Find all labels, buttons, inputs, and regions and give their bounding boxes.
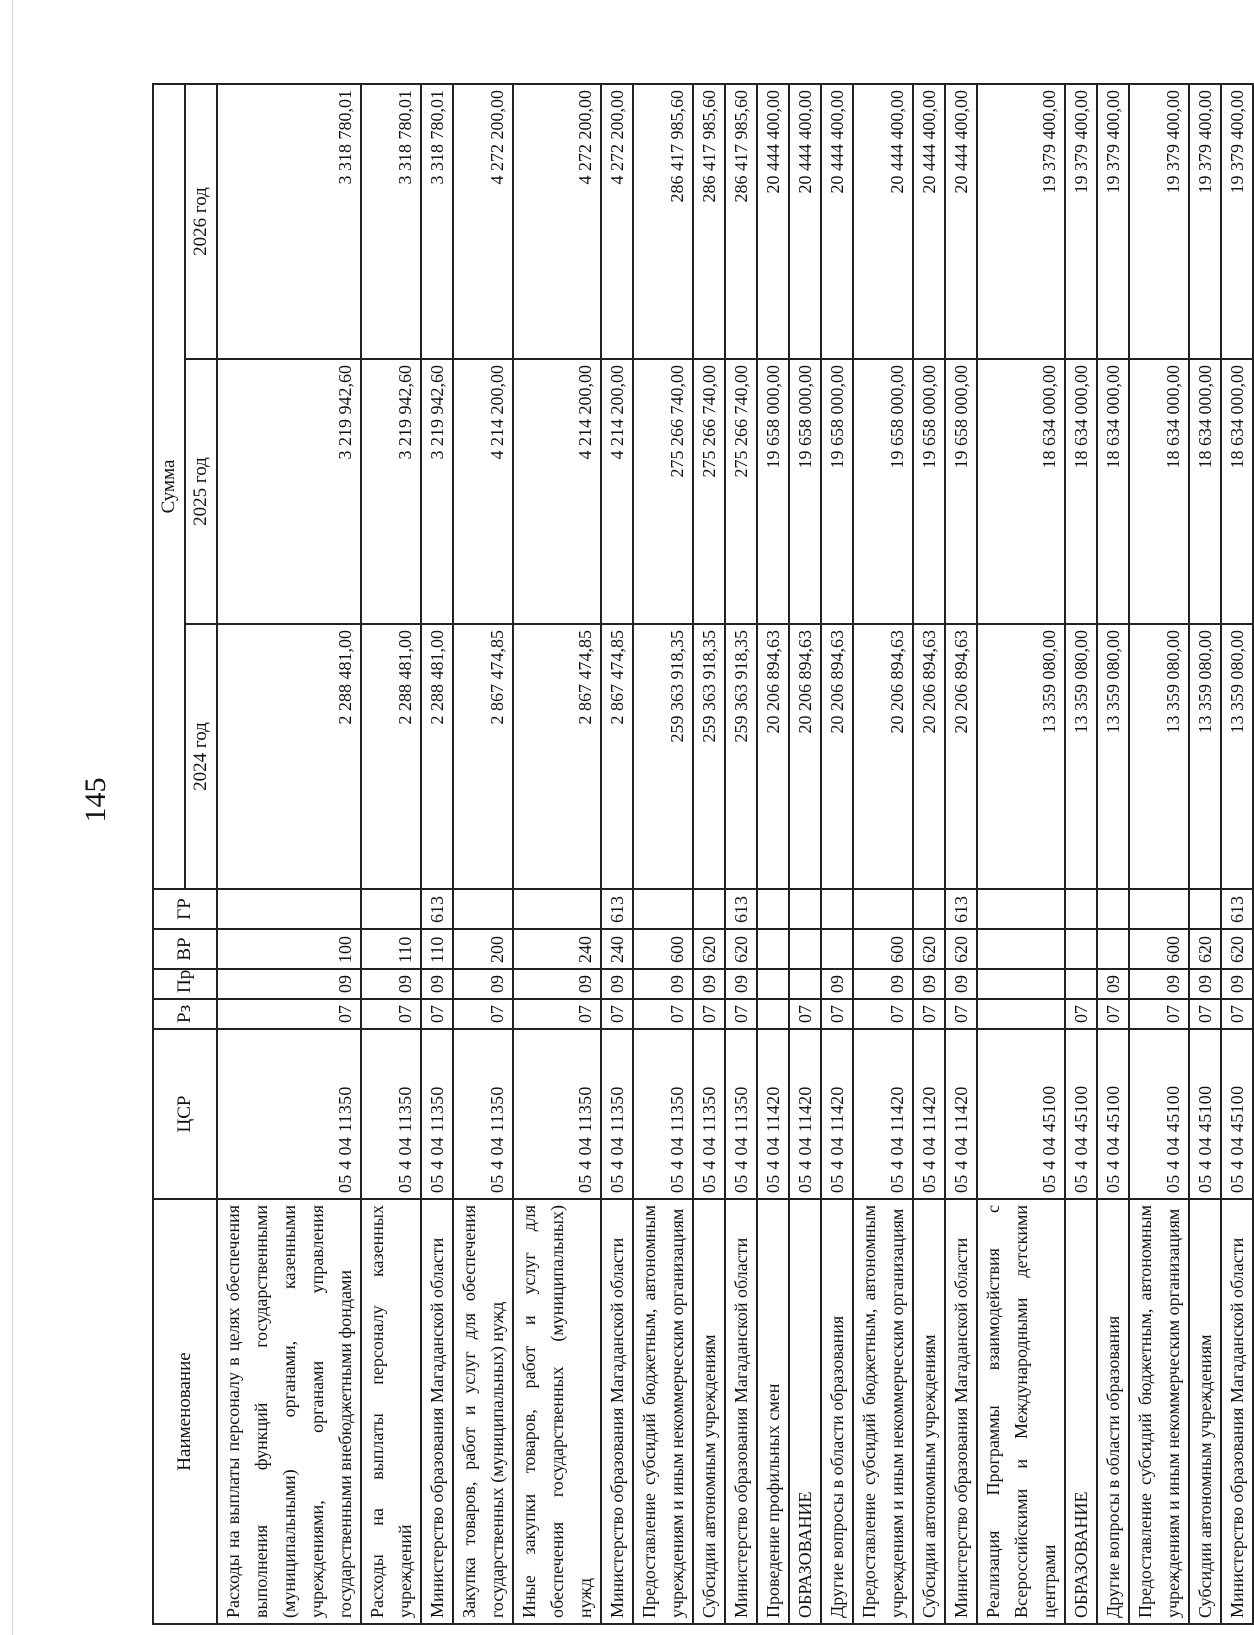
row-vr: 200 xyxy=(453,929,513,969)
row-sum-2025: 4 214 200,00 xyxy=(513,359,601,624)
header-gr: ГР xyxy=(153,889,217,929)
row-sum-2024: 20 206 894,63 xyxy=(789,624,821,889)
table-row xyxy=(421,84,453,1624)
row-pr: 09 xyxy=(1129,969,1189,999)
row-vr: 240 xyxy=(513,929,601,969)
row-sum-2025: 275 266 740,00 xyxy=(633,359,693,624)
row-vr: 620 xyxy=(1221,929,1253,969)
row-vr: 110 xyxy=(421,929,453,969)
table-row xyxy=(789,84,821,1624)
table-row xyxy=(821,84,853,1624)
table-row xyxy=(217,84,361,1624)
row-vr xyxy=(821,929,853,969)
row-sum-2026: 3 318 780,01 xyxy=(421,84,453,359)
row-pr: 09 xyxy=(217,969,361,999)
row-sum-2025: 19 658 000,00 xyxy=(757,359,789,624)
table-row xyxy=(757,84,789,1624)
row-gr xyxy=(757,889,789,929)
row-rz: 07 xyxy=(821,999,853,1029)
table-row xyxy=(1129,84,1189,1624)
row-sum-2024: 13 359 080,00 xyxy=(1221,624,1253,889)
row-sum-2024: 13 359 080,00 xyxy=(1065,624,1097,889)
row-csr: 05 4 04 11350 xyxy=(633,1029,693,1199)
row-csr: 05 4 04 11350 xyxy=(453,1029,513,1199)
table-row xyxy=(693,84,725,1624)
row-sum-2025: 4 214 200,00 xyxy=(601,359,633,624)
row-name: Министерство образования Магаданской области xyxy=(601,1199,633,1624)
row-rz: 07 xyxy=(421,999,453,1029)
row-name: ОБРАЗОВАНИЕ xyxy=(1065,1199,1097,1624)
row-sum-2024: 2 288 481,00 xyxy=(421,624,453,889)
row-sum-2026: 19 379 400,00 xyxy=(1189,84,1221,359)
row-gr xyxy=(633,889,693,929)
row-gr xyxy=(693,889,725,929)
row-csr: 05 4 04 11420 xyxy=(821,1029,853,1199)
row-pr: 09 xyxy=(821,969,853,999)
row-sum-2024: 13 359 080,00 xyxy=(1189,624,1221,889)
row-rz: 07 xyxy=(693,999,725,1029)
row-pr: 09 xyxy=(421,969,453,999)
row-vr: 620 xyxy=(913,929,945,969)
budget-table xyxy=(152,83,1254,1625)
row-sum-2024: 13 359 080,00 xyxy=(1129,624,1189,889)
row-sum-2025: 18 634 000,00 xyxy=(1065,359,1097,624)
row-pr: 09 xyxy=(853,969,913,999)
row-csr: 05 4 04 45100 xyxy=(1129,1029,1189,1199)
table-row xyxy=(453,84,513,1624)
row-sum-2026: 3 318 780,01 xyxy=(217,84,361,359)
header-name: Наименование xyxy=(153,1199,217,1624)
row-vr xyxy=(1065,929,1097,969)
row-csr: 05 4 04 11350 xyxy=(725,1029,757,1199)
row-name: Субсидии автономным учреждениям xyxy=(693,1199,725,1624)
row-sum-2026: 19 379 400,00 xyxy=(1129,84,1189,359)
row-pr: 09 xyxy=(601,969,633,999)
row-sum-2024: 20 206 894,63 xyxy=(945,624,977,889)
row-sum-2025: 275 266 740,00 xyxy=(693,359,725,624)
row-sum-2024: 2 288 481,00 xyxy=(361,624,421,889)
table-body xyxy=(217,84,1253,1624)
row-gr: 613 xyxy=(421,889,453,929)
row-sum-2024: 2 867 474,85 xyxy=(453,624,513,889)
row-name: Другие вопросы в области образования xyxy=(1097,1199,1129,1624)
row-gr: 613 xyxy=(601,889,633,929)
table-row xyxy=(913,84,945,1624)
row-pr xyxy=(789,969,821,999)
row-csr: 05 4 04 11350 xyxy=(421,1029,453,1199)
row-name: Министерство образования Магаданской области xyxy=(945,1199,977,1624)
row-name: Предоставление субсидий бюджетным, автономным учреждениям и иным некоммерческим организациям xyxy=(853,1199,913,1624)
row-vr: 110 xyxy=(361,929,421,969)
row-gr xyxy=(853,889,913,929)
header-pr: Пр xyxy=(153,969,217,999)
row-rz: 07 xyxy=(853,999,913,1029)
row-pr: 09 xyxy=(913,969,945,999)
table-row xyxy=(1065,84,1097,1624)
header-csr: ЦСР xyxy=(153,1029,217,1199)
row-sum-2025: 3 219 942,60 xyxy=(217,359,361,624)
row-sum-2025: 19 658 000,00 xyxy=(945,359,977,624)
row-rz: 07 xyxy=(633,999,693,1029)
table-row xyxy=(633,84,693,1624)
row-sum-2025: 4 214 200,00 xyxy=(453,359,513,624)
row-vr: 620 xyxy=(945,929,977,969)
row-csr: 05 4 04 11350 xyxy=(513,1029,601,1199)
row-pr: 09 xyxy=(725,969,757,999)
row-sum-2024: 259 363 918,35 xyxy=(725,624,757,889)
row-name: Другие вопросы в области образования xyxy=(821,1199,853,1624)
row-rz: 07 xyxy=(913,999,945,1029)
row-sum-2024: 2 288 481,00 xyxy=(217,624,361,889)
row-sum-2025: 19 658 000,00 xyxy=(853,359,913,624)
header-2024: 2024 год xyxy=(185,624,217,889)
row-sum-2026: 286 417 985,60 xyxy=(725,84,757,359)
row-gr xyxy=(453,889,513,929)
header-vr: ВР xyxy=(153,929,217,969)
row-name: Предоставление субсидий бюджетным, автономным учреждениям и иным некоммерческим организациям xyxy=(1129,1199,1189,1624)
row-sum-2024: 13 359 080,00 xyxy=(977,624,1065,889)
row-name: ОБРАЗОВАНИЕ xyxy=(789,1199,821,1624)
row-sum-2026: 19 379 400,00 xyxy=(1097,84,1129,359)
row-vr: 600 xyxy=(1129,929,1189,969)
row-pr xyxy=(757,969,789,999)
row-sum-2026: 286 417 985,60 xyxy=(633,84,693,359)
row-pr: 09 xyxy=(361,969,421,999)
row-vr: 600 xyxy=(633,929,693,969)
header-rz: Рз xyxy=(153,999,217,1029)
table-row xyxy=(513,84,601,1624)
scan-edge-line xyxy=(12,0,13,1635)
header-row-1 xyxy=(153,84,185,1624)
row-sum-2025: 18 634 000,00 xyxy=(1221,359,1253,624)
row-pr: 09 xyxy=(1097,969,1129,999)
row-csr: 05 4 04 11350 xyxy=(601,1029,633,1199)
row-sum-2025: 3 219 942,60 xyxy=(421,359,453,624)
row-sum-2026: 20 444 400,00 xyxy=(853,84,913,359)
header-sum: Сумма xyxy=(153,84,185,889)
row-sum-2025: 19 658 000,00 xyxy=(821,359,853,624)
row-sum-2024: 2 867 474,85 xyxy=(601,624,633,889)
row-sum-2024: 13 359 080,00 xyxy=(1097,624,1129,889)
row-sum-2026: 3 318 780,01 xyxy=(361,84,421,359)
table-row xyxy=(1097,84,1129,1624)
row-rz: 07 xyxy=(513,999,601,1029)
row-name: Предоставление субсидий бюджетным, автономным учреждениям и иным некоммерческим организациям xyxy=(633,1199,693,1624)
row-vr: 100 xyxy=(217,929,361,969)
row-sum-2024: 259 363 918,35 xyxy=(633,624,693,889)
row-rz: 07 xyxy=(945,999,977,1029)
table-row xyxy=(361,84,421,1624)
row-vr: 620 xyxy=(1189,929,1221,969)
row-csr: 05 4 04 11420 xyxy=(913,1029,945,1199)
row-sum-2024: 20 206 894,63 xyxy=(821,624,853,889)
row-vr: 600 xyxy=(853,929,913,969)
row-gr: 613 xyxy=(945,889,977,929)
row-pr: 09 xyxy=(1221,969,1253,999)
row-name: Расходы на выплаты персоналу в целях обеспечения выполнения функций государственными (муниципальными) органами, казенными учреждениями, органами управления государственными внебюджетными фондами xyxy=(217,1199,361,1624)
row-csr: 05 4 04 11350 xyxy=(693,1029,725,1199)
row-sum-2026: 286 417 985,60 xyxy=(693,84,725,359)
row-rz: 07 xyxy=(789,999,821,1029)
row-pr: 09 xyxy=(633,969,693,999)
row-vr: 620 xyxy=(693,929,725,969)
row-rz: 07 xyxy=(725,999,757,1029)
row-rz: 07 xyxy=(1097,999,1129,1029)
row-csr: 05 4 04 45100 xyxy=(1065,1029,1097,1199)
row-rz: 07 xyxy=(1129,999,1189,1029)
row-sum-2025: 19 658 000,00 xyxy=(913,359,945,624)
row-pr: 09 xyxy=(945,969,977,999)
row-sum-2024: 259 363 918,35 xyxy=(693,624,725,889)
row-sum-2026: 19 379 400,00 xyxy=(1065,84,1097,359)
row-sum-2025: 19 658 000,00 xyxy=(789,359,821,624)
row-sum-2024: 2 867 474,85 xyxy=(513,624,601,889)
row-csr: 05 4 04 11350 xyxy=(361,1029,421,1199)
row-name: Министерство образования Магаданской области xyxy=(421,1199,453,1624)
row-name: Реализация Программы взаимодействия с Всероссийскими и Международными детскими центрами xyxy=(977,1199,1065,1624)
header-2025: 2025 год xyxy=(185,359,217,624)
row-rz: 07 xyxy=(1189,999,1221,1029)
row-pr: 09 xyxy=(453,969,513,999)
row-vr xyxy=(1097,929,1129,969)
table-row xyxy=(945,84,977,1624)
row-sum-2025: 18 634 000,00 xyxy=(1097,359,1129,624)
row-name: Субсидии автономным учреждениям xyxy=(1189,1199,1221,1624)
table-row xyxy=(1189,84,1221,1624)
row-vr xyxy=(977,929,1065,969)
row-sum-2024: 20 206 894,63 xyxy=(913,624,945,889)
row-sum-2026: 19 379 400,00 xyxy=(977,84,1065,359)
row-csr: 05 4 04 11350 xyxy=(217,1029,361,1199)
row-vr: 620 xyxy=(725,929,757,969)
row-name: Министерство образования Магаданской области xyxy=(725,1199,757,1624)
row-gr xyxy=(1097,889,1129,929)
row-csr: 05 4 04 45100 xyxy=(1221,1029,1253,1199)
row-pr: 09 xyxy=(1189,969,1221,999)
row-gr: 613 xyxy=(725,889,757,929)
row-name: Закупка товаров, работ и услуг для обеспечения государственных (муниципальных) нужд xyxy=(453,1199,513,1624)
rotated-page xyxy=(152,85,1247,1625)
row-rz xyxy=(977,999,1065,1029)
row-sum-2026: 4 272 200,00 xyxy=(513,84,601,359)
table-row xyxy=(1221,84,1253,1624)
row-gr xyxy=(1129,889,1189,929)
row-rz: 07 xyxy=(1065,999,1097,1029)
row-sum-2025: 18 634 000,00 xyxy=(1189,359,1221,624)
row-name: Субсидии автономным учреждениям xyxy=(913,1199,945,1624)
row-name: Министерство образования Магаданской области xyxy=(1221,1199,1253,1624)
row-csr: 05 4 04 11420 xyxy=(853,1029,913,1199)
row-sum-2025: 18 634 000,00 xyxy=(977,359,1065,624)
row-gr: 613 xyxy=(1221,889,1253,929)
row-csr: 05 4 04 45100 xyxy=(977,1029,1065,1199)
row-name: Иные закупки товаров, работ и услуг для обеспечения государственных (муниципальных) нужд xyxy=(513,1199,601,1624)
row-sum-2025: 18 634 000,00 xyxy=(1129,359,1189,624)
row-name: Расходы на выплаты персоналу казенных учреждений xyxy=(361,1199,421,1624)
row-gr xyxy=(1065,889,1097,929)
row-sum-2026: 20 444 400,00 xyxy=(913,84,945,359)
row-rz: 07 xyxy=(453,999,513,1029)
row-vr xyxy=(789,929,821,969)
row-csr: 05 4 04 11420 xyxy=(757,1029,789,1199)
row-gr xyxy=(1189,889,1221,929)
row-csr: 05 4 04 45100 xyxy=(1189,1029,1221,1199)
row-rz: 07 xyxy=(361,999,421,1029)
row-pr xyxy=(1065,969,1097,999)
row-gr xyxy=(913,889,945,929)
table-row xyxy=(601,84,633,1624)
row-gr xyxy=(513,889,601,929)
row-gr xyxy=(789,889,821,929)
row-csr: 05 4 04 11420 xyxy=(789,1029,821,1199)
row-sum-2026: 20 444 400,00 xyxy=(945,84,977,359)
table-row xyxy=(725,84,757,1624)
row-sum-2024: 20 206 894,63 xyxy=(757,624,789,889)
header-2026: 2026 год xyxy=(185,84,217,359)
row-csr: 05 4 04 45100 xyxy=(1097,1029,1129,1199)
row-pr xyxy=(977,969,1065,999)
row-vr: 240 xyxy=(601,929,633,969)
table-row xyxy=(977,84,1065,1624)
row-gr xyxy=(977,889,1065,929)
row-sum-2026: 20 444 400,00 xyxy=(757,84,789,359)
row-sum-2026: 20 444 400,00 xyxy=(789,84,821,359)
row-gr xyxy=(217,889,361,929)
row-rz: 07 xyxy=(601,999,633,1029)
row-rz: 07 xyxy=(217,999,361,1029)
table-row xyxy=(853,84,913,1624)
row-pr: 09 xyxy=(693,969,725,999)
row-rz xyxy=(757,999,789,1029)
row-pr: 09 xyxy=(513,969,601,999)
row-name: Проведение профильных смен xyxy=(757,1199,789,1624)
row-sum-2026: 4 272 200,00 xyxy=(601,84,633,359)
page-number: 145 xyxy=(79,777,112,823)
row-sum-2026: 19 379 400,00 xyxy=(1221,84,1253,359)
row-csr: 05 4 04 11420 xyxy=(945,1029,977,1199)
row-sum-2026: 20 444 400,00 xyxy=(821,84,853,359)
row-vr xyxy=(757,929,789,969)
row-sum-2025: 275 266 740,00 xyxy=(725,359,757,624)
row-sum-2024: 20 206 894,63 xyxy=(853,624,913,889)
row-gr xyxy=(361,889,421,929)
row-gr xyxy=(821,889,853,929)
row-sum-2025: 3 219 942,60 xyxy=(361,359,421,624)
row-sum-2026: 4 272 200,00 xyxy=(453,84,513,359)
row-rz: 07 xyxy=(1221,999,1253,1029)
